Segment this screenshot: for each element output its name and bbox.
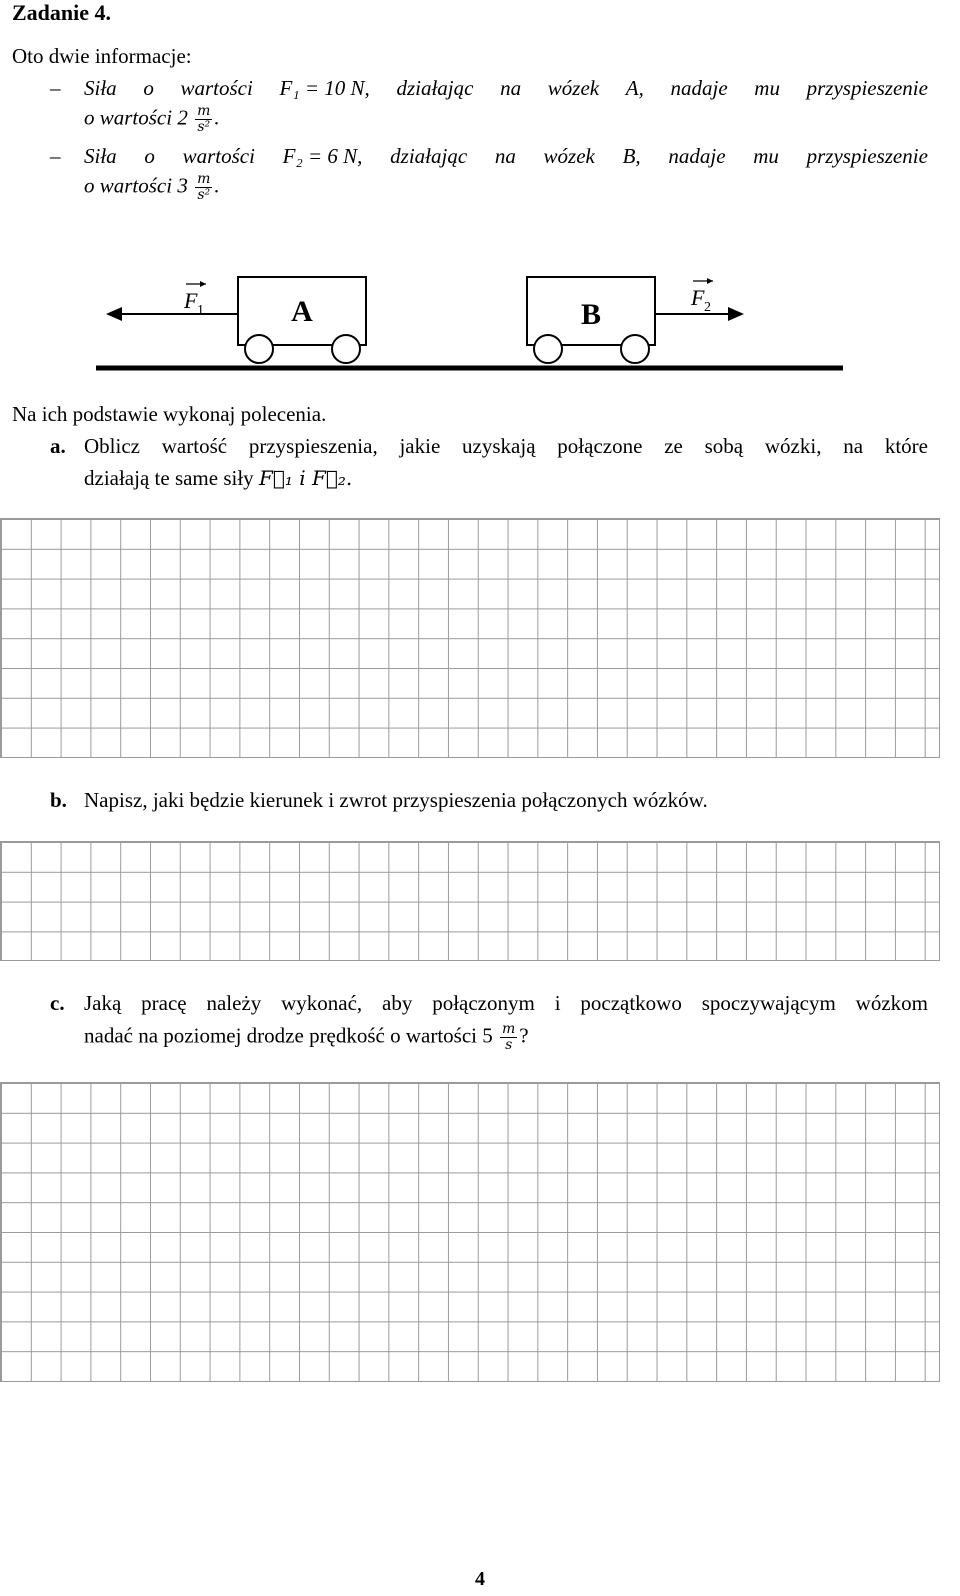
instruction-text: Na ich podstawie wykonaj polecenia. <box>12 402 327 426</box>
word: jakie <box>399 434 441 458</box>
word: przyspieszenia, <box>248 434 378 458</box>
answer-grid-b[interactable] <box>0 841 940 961</box>
word: i <box>554 991 561 1015</box>
word: wózki, <box>764 434 822 458</box>
cart-a-label: A <box>291 295 313 328</box>
word: wózkom <box>855 991 928 1015</box>
info-item-1 <box>0 76 960 146</box>
force-2-label: F <box>691 285 705 310</box>
bullet-dash: – <box>50 144 61 168</box>
word: Oblicz <box>84 434 140 458</box>
word: przyspieszenie <box>806 76 928 100</box>
word: F₂ = 6 N, <box>282 144 363 168</box>
carts-diagram <box>0 260 960 380</box>
word: Siła <box>84 144 117 168</box>
vector-arrowhead <box>707 278 713 284</box>
word: ze <box>664 434 683 458</box>
word: F₁ = 10 N, <box>279 76 370 100</box>
word: nadaje <box>670 76 728 100</box>
task-c-line-1 <box>84 991 928 1016</box>
info-item-2 <box>0 144 960 214</box>
cart-b-wheel-left <box>534 335 562 363</box>
task-b-label: b. <box>50 788 67 812</box>
info-1-line-1 <box>84 76 928 101</box>
word: połączonym <box>432 991 535 1015</box>
task-b-text: Napisz, jaki będzie kierunek i zwrot przyspieszenia połączonych wózków. <box>84 788 708 812</box>
task-c-line-2: nadać na poziomej drodze prędkość o wartości 5 $\frac{m}{s}$ ? <box>84 1021 529 1053</box>
word: wózek <box>547 76 600 100</box>
word: działając <box>390 144 468 168</box>
word: na <box>843 434 864 458</box>
vector-arrowhead <box>200 281 206 287</box>
word: B, <box>622 144 641 168</box>
word: należy <box>206 991 262 1015</box>
word: wózek <box>543 144 595 168</box>
word: o <box>144 144 155 168</box>
force-1-label: F <box>184 288 198 313</box>
task-a-line-2: działają te same siły F⃗₁ i F⃗₂. <box>84 466 353 490</box>
word: wartości <box>182 144 255 168</box>
word: na <box>500 76 522 100</box>
word: aby <box>382 991 413 1015</box>
info-2-line-1 <box>84 144 928 169</box>
cart-a-wheel-right <box>332 335 360 363</box>
force-2-arrowhead <box>728 307 744 321</box>
cart-b-wheel-right <box>621 335 649 363</box>
task-a-line-1 <box>84 434 928 459</box>
force-1-subscript: 1 <box>197 303 204 318</box>
word: mu <box>753 144 779 168</box>
unit-fraction: $\frac{m}{\text{s²}}$ <box>197 103 211 135</box>
unit-fraction: $\frac{m}{s}$ <box>502 1021 516 1053</box>
info-2-line-2: o wartości 3 $\frac{m}{\text{s²}}$ . <box>84 171 220 203</box>
forces-math: F⃗₁ i F⃗₂. <box>258 466 353 490</box>
word: początkowo <box>580 991 682 1015</box>
word: Siła <box>84 76 117 100</box>
answer-grid-a[interactable] <box>0 518 940 758</box>
word: wykonać, <box>281 991 363 1015</box>
word: pracę <box>141 991 187 1015</box>
word: spoczywającym <box>701 991 836 1015</box>
word: mu <box>754 76 780 100</box>
task-c-label: c. <box>50 991 65 1015</box>
unit-fraction: $\frac{m}{\text{s²}}$ <box>197 171 211 203</box>
bullet-dash: – <box>50 76 61 100</box>
cart-b-label: B <box>580 298 602 331</box>
word: przyspieszenie <box>806 144 928 168</box>
word: sobą <box>704 434 744 458</box>
intro-text: Oto dwie informacje: <box>12 44 192 68</box>
word: A, <box>625 76 644 100</box>
answer-grid-c[interactable] <box>0 1082 940 1382</box>
task-title: Zadanie 4. <box>12 0 112 25</box>
word: wartości <box>180 76 253 100</box>
word: na <box>494 144 516 168</box>
word: Jaką <box>84 991 122 1015</box>
info-1-line-2: o wartości 2 $\frac{m}{\text{s²}}$ . <box>84 103 220 135</box>
word: połączone <box>557 434 643 458</box>
word: wartość <box>161 434 228 458</box>
word: o <box>143 76 154 100</box>
force-2-subscript: 2 <box>704 300 711 315</box>
word: które <box>884 434 928 458</box>
task-a-label: a. <box>50 434 66 458</box>
word: nadaje <box>668 144 726 168</box>
word: uzyskają <box>462 434 536 458</box>
word: działając <box>396 76 474 100</box>
page-number: 4 <box>475 1568 485 1590</box>
force-1-arrowhead <box>106 307 122 321</box>
cart-a-wheel-left <box>245 335 273 363</box>
